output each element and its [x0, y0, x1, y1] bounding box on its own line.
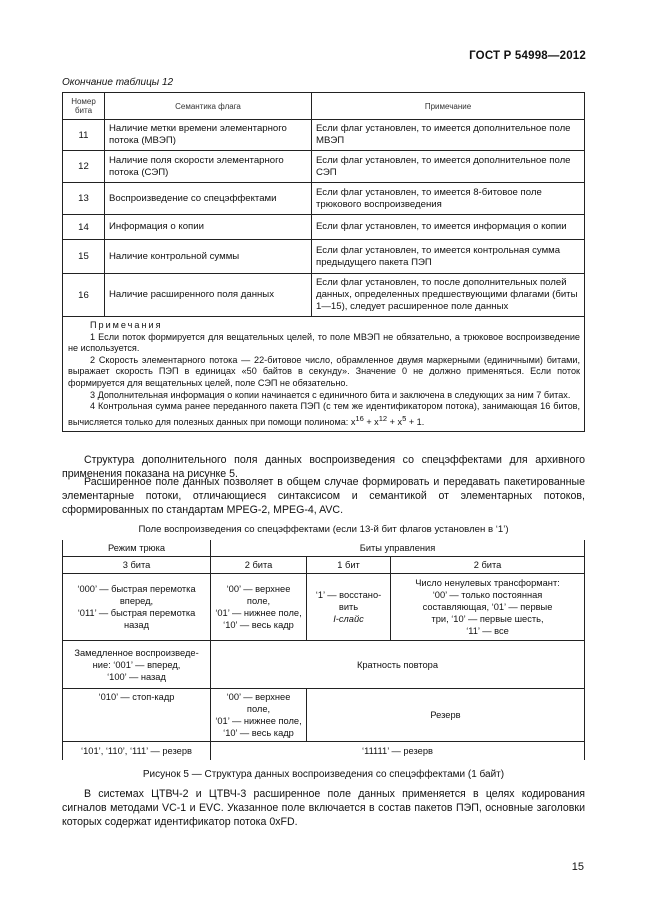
flag-semantics: Наличие поля скорости элементарного потока (СЭП)	[105, 151, 312, 183]
bit-number: 11	[63, 120, 105, 151]
flag-semantics: Наличие контрольной суммы	[105, 240, 312, 274]
flag-semantics: Наличие метки времени элементарного потока (МВЭП)	[105, 120, 312, 151]
note-item: 2 Скорость элементарного потока — 22-битовое число, обрамленное двумя маркерными (единичными) битами, выражает скорость ПЭП в единицах «50 байтов в секунду». Значение 0 не должно применяться. Если поток формируется для вещательных целей, поле СЭП не обязательно.	[68, 354, 580, 388]
bits-2-label: 2 бита	[211, 557, 307, 574]
reserved-bits-cell: ‘11111’ — резерв	[211, 742, 585, 760]
notes-heading: Примечания	[90, 320, 163, 330]
bits-1-label: 1 бит	[307, 557, 391, 574]
table-notes	[63, 317, 585, 432]
table-header-row	[63, 93, 585, 120]
polynomial-formula: $x^{16} + x^{12} + x^5 + 1$.	[350, 413, 425, 427]
figure-row-fast-forward	[63, 574, 585, 641]
trick-mode-header: Режим трюка	[63, 540, 211, 557]
table-row	[63, 151, 585, 183]
fast-wind-cell: ‘000’ — быстрая перемотка вперед, ‘011’ — быстрая перемотка назад	[63, 574, 211, 641]
note-item: 3 Дополнительная информация о копии начинается с единичного бита и заключена в следующих за ним 7 битах.	[90, 389, 571, 400]
bits-2b-label: 2 бита	[391, 557, 585, 574]
freeze-frame-cell: ‘010’ — стоп-кадр	[63, 689, 211, 742]
figure-row-slow-motion	[63, 641, 585, 689]
field-select-cell: ‘00’ — верхнее поле, ‘01’ — нижнее поле, ‘10’ — весь кадр	[211, 574, 307, 641]
table-continuation-caption: Окончание таблицы 12	[62, 77, 174, 88]
flag-note: Если флаг установлен, то имеется контрольная сумма предыдущего пакета ПЭП	[312, 240, 585, 274]
note-item	[68, 401, 580, 428]
table-row	[63, 274, 585, 317]
paragraph-systems: В системах ЦТВЧ-2 и ЦТВЧ-3 расширенное поле данных применяется в целях кодирования сигналов методами VC-1 и EVC. Указанное поле включается в состав пакетов ПЭП, основные заголовки которых содержат идентификатор потока 0xFD.	[62, 788, 585, 828]
table-row	[63, 240, 585, 274]
column-header-note: Примечание	[312, 93, 585, 120]
figure-title: Рисунок 5 — Структура данных воспроизведения со спецэффектами (1 байт)	[142, 769, 505, 780]
table-row	[63, 183, 585, 215]
bit-number: 14	[63, 215, 105, 240]
column-header-semantics: Семантика флага	[105, 93, 312, 120]
flag-semantics: Воспроизведение со спецэффектами	[105, 183, 312, 215]
flag-note: Если флаг установлен, то имеется информация о копии	[312, 215, 585, 240]
reserved-modes-cell: ‘101’, ‘110’, ‘111’ — резерв	[63, 742, 211, 760]
figure-row-freeze-frame	[63, 689, 585, 742]
flag-semantics: Информация о копии	[105, 215, 312, 240]
document-standard-header: ГОСТ Р 54998—2012	[469, 50, 586, 62]
flag-note: Если флаг установлен, то имеется дополнительное поле СЭП	[312, 151, 585, 183]
control-bits-header: Биты управления	[211, 540, 585, 557]
transform-count-cell: Число ненулевых трансформант: ‘00’ — только постоянная составляющая, ‘01’ — первые три, ‘10’ — первые шесть, ‘11’ — все	[391, 574, 585, 641]
bit-number: 13	[63, 183, 105, 215]
reserved-cell: Резерв	[307, 689, 585, 742]
flag-note: Если флаг установлен, то имеется 8-битовое поле трюкового воспроизведения	[312, 183, 585, 215]
trick-mode-structure-figure	[62, 540, 585, 760]
figure-row-reserved	[63, 742, 585, 760]
flag-note: Если флаг установлен, то после дополнительных полей данных, определенных предшествующими флагами (биты 1—15), следует расширенное поле данных	[312, 274, 585, 317]
column-header-bit: Номер бита	[63, 93, 105, 120]
bit-number: 16	[63, 274, 105, 317]
bit-number: 15	[63, 240, 105, 274]
note-item: 1 Если поток формируется для вещательных целей, то поле МВЭП не обязательно, а трюковое воспроизведение не используется.	[68, 331, 580, 354]
bits-3-label: 3 бита	[63, 557, 211, 574]
intra-slice-cell: ‘1’ — восстано- вить I-слайс	[307, 574, 391, 641]
field-select-cell: ‘00’ — верхнее поле, ‘01’ — нижнее поле, ‘10’ — весь кадр	[211, 689, 307, 742]
note-text: 4 Контрольная сумма ранее переданного пакета ПЭП (с тем же идентификатором потока), занимающая 16 битов, вычисляется только для полезных данных при помощи полинома:	[68, 401, 580, 427]
page-number: 15	[571, 861, 584, 873]
flag-semantics: Наличие расширенного поля данных	[105, 274, 312, 317]
figure-header-row	[63, 540, 585, 557]
slow-motion-cell: Замедленное воспроизведе- ние: ‘001’ — вперед, ‘100’ — назад	[63, 641, 211, 689]
table-notes-row	[63, 317, 585, 432]
flags-table	[62, 92, 585, 432]
figure-field-caption: Поле воспроизведения со спецэффектами (если 13-й бит флагов установлен в ‘1’)	[138, 524, 509, 535]
bit-number: 12	[63, 151, 105, 183]
table-row	[63, 120, 585, 151]
table-row	[63, 215, 585, 240]
flag-note: Если флаг установлен, то имеется дополнительное поле МВЭП	[312, 120, 585, 151]
paragraph-figure-reference: Структура дополнительного поля данных воспроизведения со спецэффектами для архивного применения показана на рисунке 5.	[62, 454, 585, 480]
paragraph-extended-field: Расширенное поле данных позволяет в общем случае формировать и передавать пакетированные элементарные потоки, отличающиеся синтаксисом и семантикой от элементарных потоков, сформированных по стандартам MPEG-2, MPEG-4, AVC.	[62, 476, 585, 516]
figure-bits-row	[63, 557, 585, 574]
repeat-ratio-cell: Кратность повтора	[211, 641, 585, 689]
